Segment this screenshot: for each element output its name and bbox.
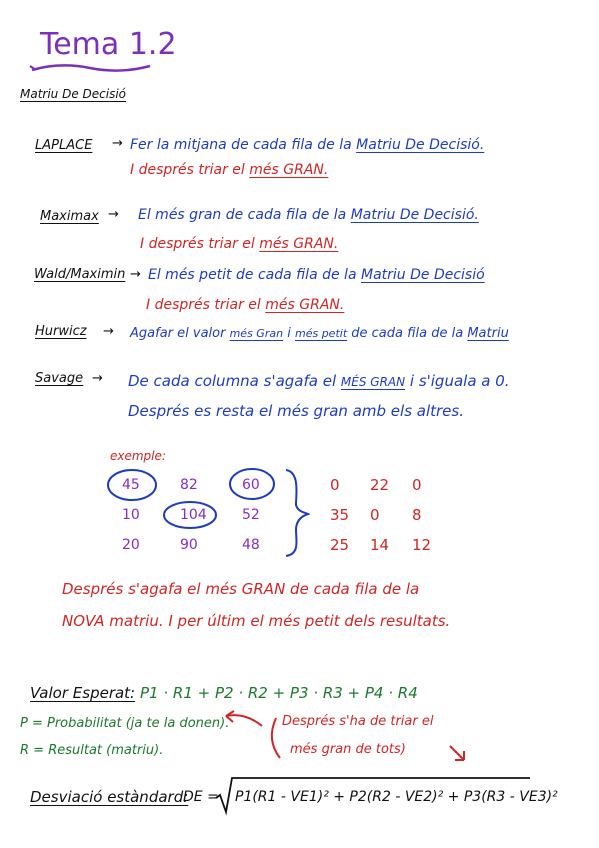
deviation-expr: P1(R1 - VE1)² + P2(R2 - VE2)² + P3(R3 - VE3)² [235,789,558,805]
wald-label: Wald/Maximin [34,267,126,282]
example-label: exemple: [110,449,166,463]
laplace-then: I després triar el [130,162,245,178]
expected-note1: Després s'ha de triar el [282,714,434,729]
hurwicz-term: Matriu [467,326,509,341]
laplace-term: Matriu De Decisió. [356,137,485,153]
right-cell: 22 [370,476,390,494]
left-cell: 48 [242,537,260,553]
hurwicz-em1: més Gran [229,327,284,340]
wald-term: Matriu De Decisió [360,267,485,283]
right-cell: 8 [412,506,422,524]
arrow-icon: → [92,371,103,386]
deviation-label: Desviació estàndard: [30,788,189,806]
maximax-term: Matriu De Decisió. [350,207,479,223]
left-cell: 60 [242,477,260,493]
laplace-em: més GRAN. [249,162,329,178]
left-cell: 45 [122,477,140,493]
expected-label: Valor Esperat: [30,684,136,702]
left-cell: 82 [180,477,198,493]
deviation-lhs: DE = [183,789,219,805]
maximax-desc: El més gran de cada fila de la [138,207,347,223]
savage-desc: De cada columna s'agafa el [128,372,337,390]
arrow-icon: → [108,207,119,222]
r-definition: R = Resultat (matriu). [20,743,164,758]
arrow-icon: → [103,324,114,339]
right-cell: 14 [370,536,390,554]
conclusion-line2: NOVA matriu. I per últim el més petit dels resultats. [62,612,451,630]
hurwicz-em2: més petit [294,327,348,340]
p-definition: P = Probabilitat (ja te la donen). [20,716,230,731]
savage-em: MÉS GRAN [340,375,406,389]
wald-desc: El més petit de cada fila de la [148,267,357,283]
wald-em: més GRAN. [265,297,345,313]
right-cell: 25 [330,536,350,554]
left-cell: 52 [242,507,260,523]
right-cell: 0 [412,476,422,494]
conclusion-line1: Després s'agafa el més GRAN de cada fila de la [62,580,420,598]
savage-post: i s'iguala a 0. [409,372,510,390]
wald-then: I després triar el [146,297,261,313]
right-cell: 12 [412,536,432,554]
hurwicz-label: Hurwicz [35,324,87,339]
expected-formula: P1 · R1 + P2 · R2 + P3 · R3 + P4 · R4 [140,684,418,702]
arrow-icon: → [130,267,141,282]
left-cell: 90 [180,537,198,553]
right-cell: 0 [330,476,340,494]
left-cell: 10 [122,507,140,523]
hurwicz-desc: Agafar el valor [130,326,226,341]
left-cell: 20 [122,537,140,553]
laplace-label: LAPLACE [35,138,93,153]
section-subtitle: Matriu De Decisió [20,87,127,101]
hurwicz-mid: i [287,326,291,341]
page-title: Tema 1.2 [40,27,177,62]
hurwicz-post: de cada fila de la [351,326,464,341]
right-cell: 35 [330,506,350,524]
maximax-then: I després triar el [140,236,255,252]
laplace-desc: Fer la mitjana de cada fila de la [130,137,352,153]
arrow-icon: → [112,136,123,151]
right-cell: 0 [370,506,380,524]
savage-line2: Després es resta el més gran amb els altres. [128,402,464,420]
savage-label: Savage [35,371,84,386]
left-cell: 104 [180,507,207,523]
maximax-label: Maximax [40,209,99,224]
maximax-em: més GRAN. [259,236,339,252]
expected-note2: més gran de tots) [290,742,406,757]
